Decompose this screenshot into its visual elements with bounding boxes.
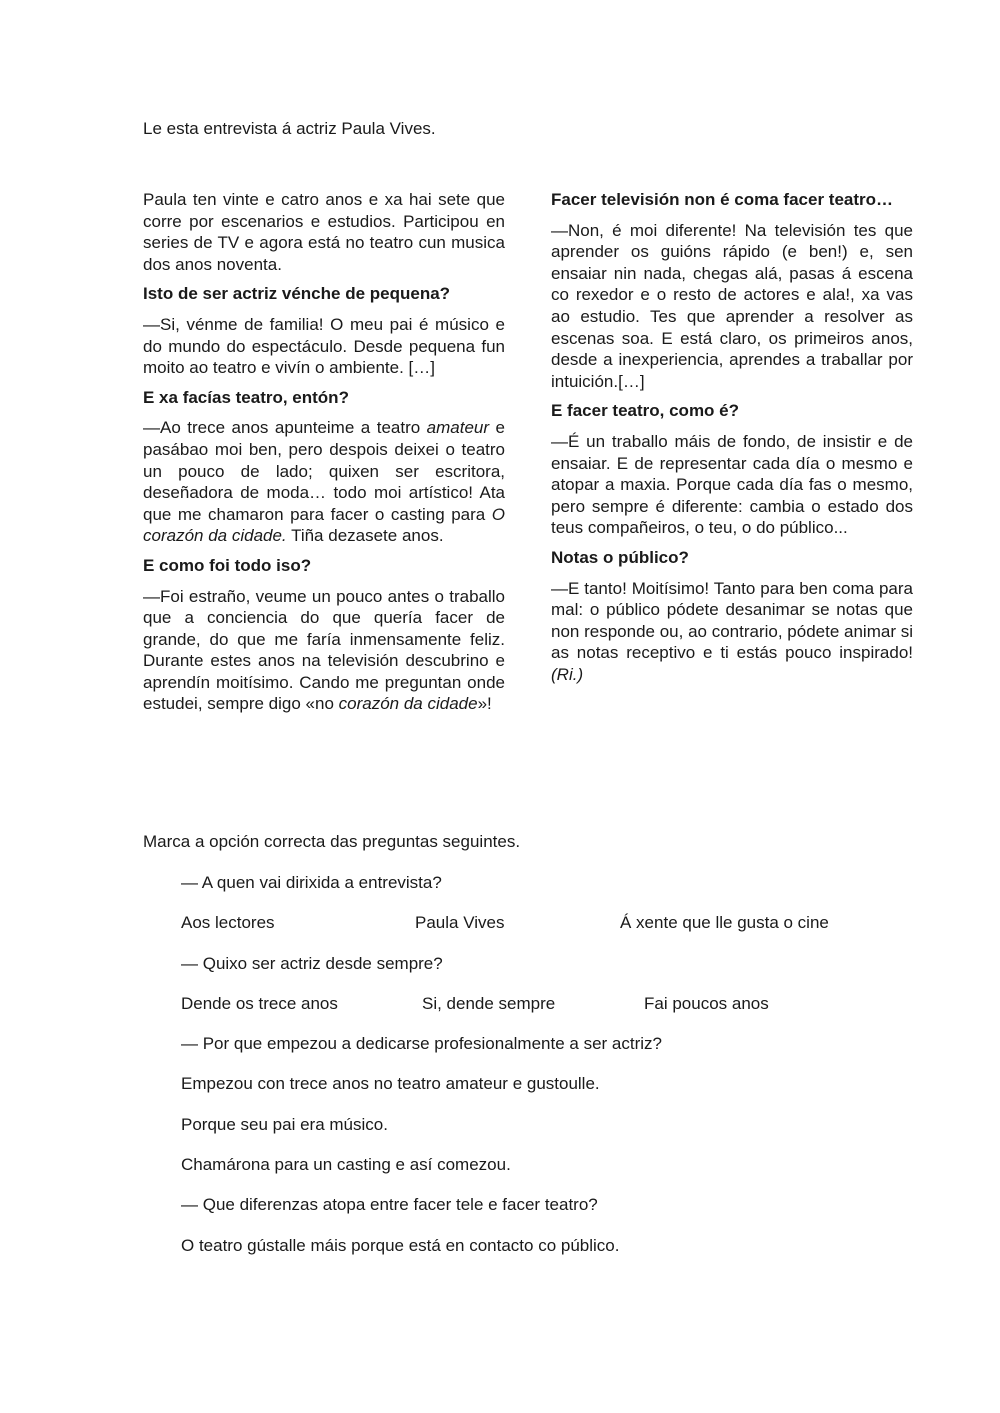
interview-answer	[143, 417, 505, 547]
intro-text: Le esta entrevista á actriz Paula Vives.	[143, 119, 436, 138]
quiz-question-3: — Por que empezou a dedicarse profesionalmente a ser actriz?	[181, 1034, 662, 1053]
intro-paragraph: Paula ten vinte e catro anos e xa hai sete que corre por escenarios e estudios. Participou en series de TV e agora está no teatro cun musica dos anos noventa.	[143, 190, 505, 274]
quiz-question-1: — A quen vai dirixida a entrevista?	[181, 873, 442, 892]
interview-question: E como foi todo iso?	[143, 555, 312, 575]
quiz-option[interactable]: Chamárona para un casting e así comezou.	[181, 1155, 511, 1174]
interview-answer	[143, 586, 505, 716]
quiz-option[interactable]: O teatro gústalle máis porque está en contacto co público.	[181, 1236, 620, 1255]
quiz-option[interactable]: Si, dende sempre	[422, 994, 556, 1013]
interview-question: E xa facías teatro, entón?	[143, 387, 349, 407]
quiz-question-2: — Quixo ser actriz desde sempre?	[181, 954, 443, 973]
interview-left-column	[143, 189, 505, 723]
interview-question: Facer televisión non é coma facer teatro…	[551, 190, 894, 209]
answer-italic: O corazón da cidade.	[143, 504, 505, 546]
interview-answer	[551, 578, 913, 686]
answer-italic: amateur	[426, 418, 490, 438]
interview-answer: —É un traballo máis de fondo, de insistir e de ensaiar. E de representar cada día o mesmo e atopar a maxia. Porque cada día fas o mesmo, pero sempre é diferente: cambia o estado dos teus compañeiros, o teu, o do público...	[551, 431, 913, 538]
interview-question: Isto de ser actriz vénche de pequena?	[143, 284, 451, 304]
answer-text: —Foi estraño, veume un pouco antes o traballo que a conciencia do que quería facer de grande, do que me faría inmensamente feliz. Durante estes anos na televisión descubrino e aprendín moitísimo. Cando me preguntan onde estudei, sempre digo «no	[143, 586, 505, 714]
quiz-option[interactable]: Empezou con trece anos no teatro amateur e gustoulle.	[181, 1074, 600, 1093]
quiz-instruction: Marca a opción correcta das preguntas seguintes.	[143, 832, 521, 851]
answer-italic: (Ri.)	[551, 664, 584, 684]
quiz-option[interactable]: Porque seu pai era músico.	[181, 1115, 388, 1134]
interview-question: Notas o público?	[551, 547, 689, 567]
answer-text: —Ao trece anos apunteime a teatro	[143, 418, 427, 438]
quiz-section	[143, 832, 923, 1255]
interview-question: E facer teatro, como é?	[551, 401, 740, 421]
quiz-option[interactable]: Fai poucos anos	[644, 994, 769, 1013]
interview-answer: —Si, vénme de familia! O meu pai é músico e do mundo do espectáculo. Desde pequena fun moito ao teatro e vivín o ambiente. […]	[143, 314, 505, 378]
answer-italic: corazón da cidade	[338, 694, 478, 714]
quiz-question-4: — Que diferenzas atopa entre facer tele e facer teatro?	[181, 1195, 598, 1214]
answer-text: Tiña dezasete anos.	[286, 526, 444, 546]
quiz-option[interactable]: Aos lectores	[181, 913, 275, 932]
quiz-option[interactable]: Dende os trece anos	[181, 994, 338, 1013]
interview-right-column	[551, 189, 913, 693]
answer-text: —E tanto! Moitísimo! Tanto para ben coma para mal: o público pódete desanimar se notas que non responde ou, ao contrario, pódete animar si as notas receptivo e ti estás pouco inspirado!	[551, 578, 913, 663]
answer-text: »!	[477, 694, 492, 714]
quiz-option[interactable]: Á xente que lle gusta o cine	[620, 913, 829, 932]
answer-text: e pasábao moi ben, pero despois deixei o teatro un pouco de lado; quixen ser escritora, deseñadora de moda… todo moi artístico! Ata que me chamaron para facer o casting para	[143, 418, 505, 524]
quiz-option[interactable]: Paula Vives	[415, 913, 505, 932]
interview-answer: —Non, é moi diferente! Na televisión tes que aprender os guións rápido (e ben!) e, sen ensaiar nin nada, chegas alá, pasas á escena co rexedor e o resto de actores e ala!, xa vas ao estudio. Tes que aprender a resolver as escenas soa. E está claro, os primeiros anos, desde a inexperiencia, aprendes a traballar por intuición.[…]	[551, 220, 913, 391]
